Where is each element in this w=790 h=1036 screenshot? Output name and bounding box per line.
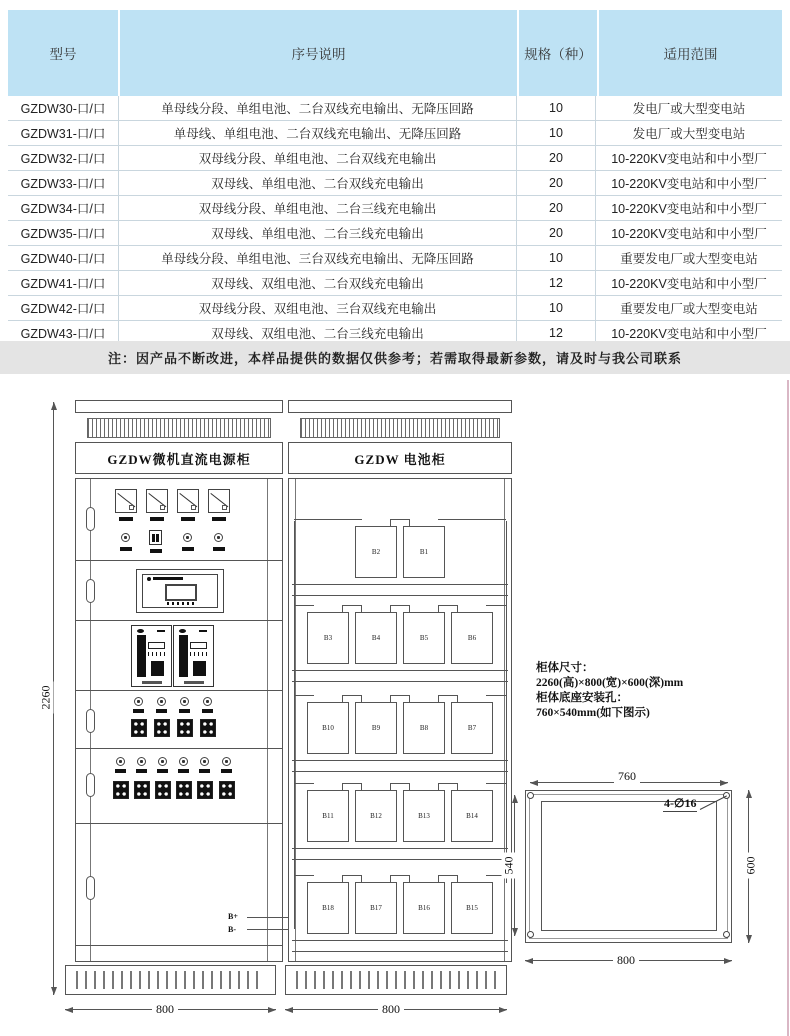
description-cell: 双母线、双组电池、二台三线充电输出 (118, 321, 516, 345)
battery: B10 (307, 702, 349, 754)
monitor-display-icon (136, 569, 224, 613)
scope-cell: 发电厂或大型变电站 (595, 96, 782, 120)
meter-label-plate (181, 517, 195, 521)
battery: B12 (355, 790, 397, 842)
shelf-feed-wire (294, 875, 314, 876)
description-cell: 双母线、单组电池、二台双线充电输出 (118, 171, 516, 195)
base-diagram-inner (541, 801, 717, 931)
model-cell: GZDW35-口/口 (20, 227, 106, 241)
bottom-strip (76, 946, 282, 962)
battery: B13 (403, 790, 445, 842)
blank-door-section (76, 824, 282, 946)
header-cell-1: 序号说明 (118, 10, 517, 96)
circuit-breaker-icon (154, 719, 170, 737)
battery: B1 (403, 526, 445, 578)
battery: B3 (307, 612, 349, 664)
shelf-feed-wire (486, 783, 506, 784)
vent-grille-icon (87, 418, 271, 438)
spec-table-header (8, 10, 782, 96)
page-edge-line (787, 380, 789, 1036)
power-cabinet-body (75, 478, 283, 962)
panel-meter-icon (208, 489, 230, 513)
meter-label-plate (212, 517, 226, 521)
indicator-lamp-icon (157, 697, 166, 706)
circuit-breaker-icon (113, 781, 129, 799)
spec-cell: 20 (516, 196, 595, 220)
description-cell: 双母线、双组电池、二台双线充电输出 (118, 271, 516, 295)
battery: B17 (355, 882, 397, 934)
circuit-breaker-icon (176, 781, 192, 799)
indicator-lamp-icon (214, 533, 223, 542)
model-cell: GZDW43-口/口 (20, 327, 106, 341)
label-plate (156, 709, 167, 713)
feeder-section-6 (76, 749, 282, 824)
battery: B4 (355, 612, 397, 664)
indicator-lamp-icon (183, 533, 192, 542)
circuit-breaker-icon (197, 781, 213, 799)
switch-label-plate (120, 547, 132, 551)
size-note-line2: 2260(高)×800(宽)×600(深)mm (536, 677, 684, 689)
spec-cell: 10 (516, 296, 595, 320)
indicator-lamp-icon (134, 697, 143, 706)
charger-module-icon (131, 625, 172, 687)
base-left-dim-label: 540 (502, 853, 517, 879)
monitor-section (76, 561, 282, 621)
meter-section (76, 479, 282, 561)
meter-label-plate (150, 517, 164, 521)
label-plate (115, 769, 126, 773)
circuit-breaker-icon (131, 719, 147, 737)
battery: B15 (451, 882, 493, 934)
height-dimension-label: 2260 (39, 682, 54, 714)
display-bezel (142, 574, 218, 608)
battery-shelf-board (292, 848, 508, 860)
spec-table (8, 10, 782, 346)
frame-line (504, 479, 505, 961)
label-plate (133, 709, 144, 713)
scope-cell: 重要发电厂或大型变电站 (595, 296, 782, 320)
battery-shelf-board (292, 670, 508, 682)
table-row (8, 196, 782, 221)
battery: B11 (307, 790, 349, 842)
feeder-section-4 (76, 691, 282, 749)
battery-shelf-board (292, 584, 508, 596)
scope-cell: 10-220KV变电站和中小型厂 (595, 171, 782, 195)
spec-cell: 10 (516, 96, 595, 120)
scope-cell: 10-220KV变电站和中小型厂 (595, 196, 782, 220)
battery-cabinet-width-label: 800 (378, 1002, 404, 1017)
door-handle-icon (86, 709, 95, 733)
battery: B6 (451, 612, 493, 664)
description-cell: 单母线分段、单组电池、三台双线充电输出、无降压回路 (118, 246, 516, 270)
indicator-lamp-icon (137, 757, 146, 766)
model-cell: GZDW31-口/口 (20, 127, 106, 141)
cabinet-size-note (536, 661, 683, 721)
table-row (8, 221, 782, 246)
circuit-breaker-icon (200, 719, 216, 737)
size-note-line1: 柜体尺寸： (536, 662, 594, 674)
model-cell: GZDW32-口/口 (20, 152, 106, 166)
base-right-dim-label: 600 (744, 853, 759, 879)
description-cell: 单母线、单组电池、二台双线充电输出、无降压回路 (118, 121, 516, 145)
panel-meter-icon (146, 489, 168, 513)
battery: B7 (451, 702, 493, 754)
shelf-feed-wire (438, 519, 506, 520)
model-cell: GZDW33-口/口 (20, 177, 106, 191)
description-cell: 双母线分段、单组电池、二台三线充电输出 (118, 196, 516, 220)
indicator-lamp-icon (200, 757, 209, 766)
b-minus-label: B- (228, 925, 236, 934)
label-plate (136, 769, 147, 773)
scope-cell: 10-220KV变电站和中小型厂 (595, 221, 782, 245)
battery: B2 (355, 526, 397, 578)
shelf-feed-wire (486, 605, 506, 606)
label-plate (221, 769, 232, 773)
label-plate (178, 769, 189, 773)
spec-cell: 20 (516, 146, 595, 170)
shelf-feed-wire (294, 695, 314, 696)
label-plate (202, 709, 213, 713)
base-bottom-dim-label: 800 (613, 953, 639, 968)
door-handle-icon (86, 876, 95, 900)
indicator-lamp-icon (222, 757, 231, 766)
indicator-lamp-icon (180, 697, 189, 706)
description-cell: 双母线、单组电池、二台三线充电输出 (118, 221, 516, 245)
battery: B18 (307, 882, 349, 934)
table-row (8, 121, 782, 146)
circuit-breaker-icon (219, 781, 235, 799)
shelf-feed-wire (294, 519, 362, 520)
switch-label-plate (150, 549, 162, 553)
description-cell: 单母线分段、单组电池、二台双线充电输出、无降压回路 (118, 96, 516, 120)
note-bar: 注：因产品不断改进，本样品提供的数据仅供参考；若需取得最新参数，请及时与我公司联系 (0, 341, 790, 374)
battery-cabinet-plinth (285, 965, 507, 995)
table-row (8, 96, 782, 121)
model-cell: GZDW34-口/口 (20, 202, 106, 216)
shelf-feed-wire (294, 605, 314, 606)
battery: B16 (403, 882, 445, 934)
indicator-lamp-icon (158, 757, 167, 766)
label-plate (157, 769, 168, 773)
mounting-hole-icon (527, 792, 534, 799)
scope-cell: 10-220KV变电站和中小型厂 (595, 146, 782, 170)
model-cell: GZDW41-口/口 (20, 277, 106, 291)
battery: B5 (403, 612, 445, 664)
mounting-hole-icon (527, 931, 534, 938)
panel-meter-icon (177, 489, 199, 513)
cabinet-top-cap (288, 400, 512, 413)
battery-riser-wire (294, 521, 295, 929)
model-cell: GZDW40-口/口 (20, 252, 106, 266)
battery-shelf-board (292, 940, 508, 952)
model-cell: GZDW30-口/口 (20, 102, 106, 116)
battery-shelf-board (292, 760, 508, 772)
description-cell: 双母线分段、双组电池、三台双线充电输出 (118, 296, 516, 320)
size-note-line4: 760×540mm(如下图示) (536, 707, 650, 719)
model-cell: GZDW42-口/口 (20, 302, 106, 316)
indicator-lamp-icon (116, 757, 125, 766)
scope-cell: 10-220KV变电站和中小型厂 (595, 321, 782, 345)
switch-label-plate (213, 547, 225, 551)
selector-switch-icon (149, 530, 162, 545)
indicator-lamp-icon (121, 533, 130, 542)
switch-label-plate (182, 547, 194, 551)
circuit-breaker-icon (177, 719, 193, 737)
spec-cell: 12 (516, 321, 595, 345)
scope-cell: 10-220KV变电站和中小型厂 (595, 271, 782, 295)
technical-drawing (0, 375, 790, 1036)
vent-grille-icon (300, 418, 500, 438)
table-row (8, 171, 782, 196)
scope-cell: 重要发电厂或大型变电站 (595, 246, 782, 270)
indicator-lamp-icon (179, 757, 188, 766)
battery-riser-wire (506, 521, 507, 883)
description-cell: 双母线分段、单组电池、二台双线充电输出 (118, 146, 516, 170)
spec-cell: 10 (516, 121, 595, 145)
indicator-lamp-icon (203, 697, 212, 706)
label-plate (199, 769, 210, 773)
frame-line (295, 479, 296, 961)
holes-callout-label: 4-∅16 (664, 796, 697, 810)
spec-cell: 12 (516, 271, 595, 295)
circuit-breaker-icon (155, 781, 171, 799)
cabinet-top-cap (75, 400, 283, 413)
battery: B8 (403, 702, 445, 754)
power-cabinet-width-label: 800 (152, 1002, 178, 1017)
power-cabinet-title: GZDW微机直流电源柜 (75, 442, 283, 474)
header-cell-3: 适用范围 (597, 10, 782, 96)
charger-module-section (76, 621, 282, 691)
spec-cell: 20 (516, 171, 595, 195)
table-row (8, 246, 782, 271)
display-screen (165, 584, 197, 601)
shelf-feed-wire (486, 695, 506, 696)
base-top-dim-label: 760 (614, 769, 640, 784)
shelf-feed-wire (294, 783, 314, 784)
battery: B9 (355, 702, 397, 754)
battery: B14 (451, 790, 493, 842)
scope-cell: 发电厂或大型变电站 (595, 121, 782, 145)
power-cabinet-drawing (75, 400, 283, 937)
power-cabinet-plinth (65, 965, 276, 995)
door-handle-icon (86, 579, 95, 603)
battery-cabinet-title: GZDW 电池柜 (288, 442, 512, 474)
table-row (8, 146, 782, 171)
spec-cell: 10 (516, 246, 595, 270)
header-cell-0: 型号 (49, 47, 77, 62)
door-handle-icon (86, 507, 95, 531)
b-plus-label: B+ (228, 912, 238, 921)
table-row (8, 296, 782, 321)
panel-meter-icon (115, 489, 137, 513)
table-row (8, 271, 782, 296)
circuit-breaker-icon (134, 781, 150, 799)
spec-table-body (8, 96, 782, 346)
spec-cell: 20 (516, 221, 595, 245)
header-cell-2: 规格（种） (517, 10, 597, 96)
door-handle-icon (86, 773, 95, 797)
label-plate (179, 709, 190, 713)
meter-label-plate (119, 517, 133, 521)
mounting-hole-icon (723, 931, 730, 938)
charger-module-icon (173, 625, 214, 687)
size-note-line3: 柜体底座安装孔： (536, 692, 628, 704)
